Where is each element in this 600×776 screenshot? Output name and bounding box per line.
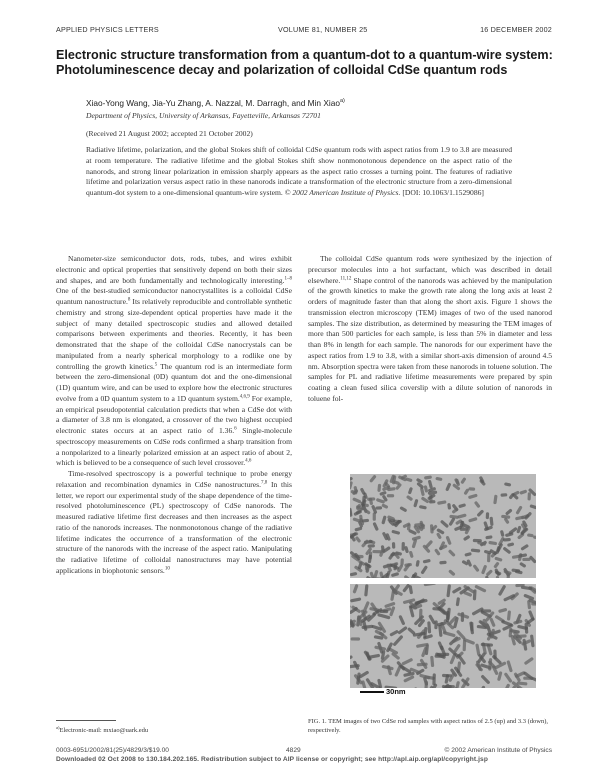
citation-marker: 4,6 xyxy=(245,458,252,464)
nanorod xyxy=(501,620,513,627)
nanorod xyxy=(350,597,361,602)
nanorod xyxy=(477,685,486,688)
footnote-divider xyxy=(56,720,116,721)
affiliation: Department of Physics, University of Arkansas, Fayetteville, Arkansas 72701 xyxy=(86,111,321,120)
nanorod xyxy=(398,615,405,626)
nanorod xyxy=(404,563,412,567)
nanorod xyxy=(472,564,479,572)
nanorod xyxy=(460,477,466,484)
nanorod xyxy=(399,506,407,512)
journal-name: APPLIED PHYSICS LETTERS xyxy=(56,25,159,34)
nanorod xyxy=(481,609,492,612)
nanorod xyxy=(354,527,362,532)
nanorod xyxy=(445,482,451,491)
nanorod xyxy=(377,484,381,492)
nanorod xyxy=(387,494,394,497)
nanorod xyxy=(375,506,382,510)
nanorod xyxy=(428,480,433,489)
nanorod xyxy=(498,585,507,597)
nanorod xyxy=(446,584,451,597)
nanorod xyxy=(409,551,414,559)
nanorod xyxy=(455,681,460,688)
nanorod xyxy=(502,546,511,554)
nanorod xyxy=(437,500,447,505)
nanorod xyxy=(361,680,367,688)
nanorod xyxy=(529,504,536,509)
nanorod xyxy=(471,548,481,552)
nanorod xyxy=(350,572,357,577)
nanorod xyxy=(364,584,368,596)
nanorod xyxy=(500,493,507,497)
nanorod xyxy=(468,493,478,499)
nanorod xyxy=(352,497,361,503)
tem-image-up xyxy=(350,474,536,578)
nanorod xyxy=(351,637,360,640)
nanorod xyxy=(400,558,404,565)
methods-paragraph-1: The colloidal CdSe quantum rods were synthesized by the injection of precursor molecules into a hot surfactant, which was described in detail elsewhere.$^{11,12}$ Shape control of the nanorods was achieved by the manipulation of the growth kinetics to make the growth rate along the long axis at least 2 orders of magnitude faster than that along the short axis. Figure 1 shows the transmission electron microscopy (TEM) images of two of the used nanorod samples. The size distribution, as determined by measuring the TEM images of more than 500 particles for each sample, is less than 5% in diameter and less than 8% in length for each sample. The nanorods for our experiment have the aspect ratios from 1.9 to 3.8, with a similar short-axis dimension of around 4.5 nm. Absorption spectra were taken from these nanorods in toluene solution. The samples for PL and radiative lifetime measurements were prepared by spin coating a clean fused silica coverslip with a dilute solution of nanorods in toluene fol- xyxy=(308,254,552,403)
footnote-marker: a) xyxy=(56,725,60,730)
nanorod xyxy=(522,558,530,561)
nanorod xyxy=(475,643,480,656)
nanorod xyxy=(493,561,500,568)
nanorod xyxy=(432,673,436,685)
nanorod xyxy=(507,610,511,620)
nanorod xyxy=(457,513,467,518)
author-footnote-marker: a) xyxy=(339,98,345,105)
nanorod xyxy=(520,544,529,551)
nanorod xyxy=(392,542,395,549)
nanorod xyxy=(463,535,471,541)
figure-caption: FIG. 1. TEM images of two CdSe rod samples with aspect ratios of 2.5 (up) and 3.3 (down), respectively. xyxy=(308,718,548,734)
nanorod xyxy=(397,626,408,635)
nanorod xyxy=(496,576,499,578)
nanorod xyxy=(503,683,510,688)
issue-date: 16 DECEMBER 2002 xyxy=(480,25,552,34)
figure-1 xyxy=(350,474,536,698)
footer-copyright: © 2002 American Institute of Physics xyxy=(444,747,552,754)
nanorod xyxy=(504,672,513,683)
scale-bar xyxy=(360,691,384,693)
footnote-text: Electronic-mail: mxiao@uark.edu xyxy=(59,727,149,735)
nanorod xyxy=(489,517,493,526)
nanorod xyxy=(485,535,492,539)
nanorod xyxy=(476,509,484,517)
nanorod xyxy=(392,635,403,647)
nanorod xyxy=(458,503,466,508)
nanorod xyxy=(427,685,434,688)
nanorod xyxy=(468,487,475,491)
issn-code: 0003-6951/2002/81(25)/4829/3/$19.00 xyxy=(56,747,169,754)
nanorod xyxy=(519,489,527,494)
nanorod xyxy=(439,561,447,565)
nanorod xyxy=(424,584,437,586)
nanorod xyxy=(531,602,536,606)
nanorod xyxy=(445,536,451,546)
nanorod xyxy=(415,560,419,567)
citation-marker: 4,6,9 xyxy=(239,394,250,400)
download-notice: Downloaded 02 Oct 2008 to 130.184.202.165. Redistribution subject to AIP license or copyright; see http://apl.aip.org/apl/copyright.jsp xyxy=(56,756,488,763)
nanorod xyxy=(464,552,472,557)
nanorod xyxy=(407,627,416,635)
article-title: Electronic structure transformation from a quantum-dot to a quantum-wire system: Photoluminescence decay and polarization of colloidal CdSe quantum rods xyxy=(56,48,553,77)
nanorod xyxy=(391,530,400,535)
right-column xyxy=(308,254,552,405)
left-column xyxy=(56,254,292,577)
nanorod xyxy=(381,515,386,524)
nanorod xyxy=(419,505,427,510)
nanorod xyxy=(448,549,456,557)
nanorod xyxy=(430,656,434,667)
nanorod xyxy=(404,546,409,554)
nanorod xyxy=(350,508,352,515)
citation-marker: 8 xyxy=(127,297,131,303)
nanorod xyxy=(381,503,388,509)
citation-marker: 6 xyxy=(234,426,237,432)
nanorod xyxy=(448,517,455,526)
nanorod xyxy=(486,512,490,519)
page-footer xyxy=(56,747,552,767)
nanorod xyxy=(435,477,442,481)
nanorod xyxy=(362,496,366,503)
citation-marker: 11,12 xyxy=(340,275,352,281)
author-list xyxy=(86,98,345,108)
citation-marker: 5 xyxy=(154,361,158,367)
nanorod xyxy=(527,533,534,537)
nanorod xyxy=(420,565,428,574)
nanorod xyxy=(379,491,387,496)
nanorod xyxy=(368,554,372,563)
nanorod xyxy=(504,482,511,486)
citation-marker: 1–8 xyxy=(284,275,292,281)
nanorod xyxy=(401,658,413,666)
nanorod xyxy=(360,487,366,495)
nanorod xyxy=(408,585,413,595)
nanorod xyxy=(515,505,522,514)
nanorod xyxy=(373,570,378,578)
nanorod xyxy=(527,492,531,500)
doi: [DOI: 10.1063/1.1529086] xyxy=(402,188,484,198)
citation-marker: 7,8 xyxy=(261,480,268,486)
nanorod xyxy=(505,508,513,515)
nanorod xyxy=(401,542,404,551)
nanorod xyxy=(379,610,388,613)
scale-bar-label: 30nm xyxy=(386,687,406,696)
nanorod xyxy=(352,584,358,594)
nanorod xyxy=(492,654,503,664)
nanorod xyxy=(511,568,520,572)
nanorod xyxy=(507,542,514,547)
nanorod xyxy=(427,621,431,633)
abstract xyxy=(86,145,512,199)
nanorod xyxy=(424,475,432,479)
abstract-text: Radiative lifetime, polarization, and the global Stokes shift of colloidal CdSe quantum rods with aspect ratios from 1.9 to 3.8 are measured at room temperature. The radiative lifetime and the global Stokes shift show nonmonotonous dependence on the aspect ratio of the nanorods, and strong linear polarization in emission sharply appears as the aspect ratio crosses a turning point. The features of radiative lifetime and polarization versus aspect ratio in these nanorods indicate a transformation of the electronic structure from a zero-dimensional quantum-dot system to a one-dimensional quantum-wire system. xyxy=(86,145,512,198)
volume-number: VOLUME 81, NUMBER 25 xyxy=(278,25,368,34)
nanorod xyxy=(488,658,492,671)
nanorod xyxy=(498,608,507,613)
abstract-copyright: © 2002 American Institute of Physics. xyxy=(284,188,401,198)
footnote xyxy=(56,725,148,734)
nanorod xyxy=(506,660,513,672)
nanorod xyxy=(453,644,461,654)
nanorod xyxy=(372,522,379,531)
nanorod xyxy=(519,562,526,568)
nanorod xyxy=(355,536,362,543)
nanorod xyxy=(369,474,377,482)
nanorod xyxy=(447,503,451,510)
nanorod xyxy=(389,630,399,637)
citation-marker: 10 xyxy=(164,566,170,572)
nanorod xyxy=(448,569,456,576)
nanorod xyxy=(486,569,494,576)
nanorod xyxy=(391,572,399,577)
nanorod xyxy=(414,687,421,688)
author-names: Xiao-Yong Wang, Jia-Yu Zhang, A. Nazzal, M. Darragh, and Min Xiao xyxy=(86,98,340,108)
nanorod xyxy=(489,617,496,627)
nanorod xyxy=(481,565,487,575)
nanorod xyxy=(503,538,511,542)
tem-image-down xyxy=(350,584,536,688)
nanorod xyxy=(488,541,497,545)
intro-paragraph-1: Nanometer-size semiconductor dots, rods, tubes, and wires exhibit electronic and optical properties that sensitively depend on both their sizes and shapes, and are both fundamentally and technologically interesting.$^{1-8}$ One of the best-studied semiconductor nanocrystallites is a colloidal CdSe quantum nanostructure.$^8$ Its relatively reproducible and controllable synthetic chemistry and strong size-dependent optical properties have made it the subject of many detailed spectroscopic studies and allowed detailed comparisons between experiments and theories. Recently, it has been demonstrated that the shape of the colloidal CdSe nanocrystals can be manipulated from a nearly spherical morphology to a rodlike one by controlling the growth kinetics.$^5$ The quantum rod is an intermediate form between the zero-dimensional (0D) quantum dot and the one-dimensional (1D) quantum wire, and can be used to explore how the electronic structures evolve from a 0D quantum system to a 1D quantum system.$^{4,6,9}$ For example, an empirical pseudopotential calculation predicts that when a CdSe dot with a diameter of 3.8 nm is elongated, a crossover of the two highest occupied electronic states occurs at an aspect ratio of 1.36.$^6$ Single-molecule spectroscopy measurements on CdSe rods confirmed a sharp transition from a nonpolarized to a linearly polarized emission at an aspect ratio of about 2, which is believed to be a consequence of such level crossover.$^{4,6}$ xyxy=(56,254,292,468)
nanorod xyxy=(350,655,353,662)
received-dates: (Received 21 August 2002; accepted 21 October 2002) xyxy=(86,129,253,138)
page-number: 4829 xyxy=(286,747,301,754)
running-header xyxy=(56,25,552,37)
nanorod xyxy=(456,597,461,606)
nanorod xyxy=(367,544,375,548)
nanorod xyxy=(474,501,481,509)
nanorod xyxy=(473,539,482,542)
nanorod xyxy=(461,677,471,688)
nanorod xyxy=(440,520,449,529)
nanorod xyxy=(480,674,490,684)
nanorod xyxy=(413,499,418,508)
nanorod xyxy=(423,559,431,564)
nanorod xyxy=(424,485,429,493)
nanorod xyxy=(494,556,502,561)
nanorod xyxy=(468,517,478,523)
nanorod xyxy=(377,613,391,620)
nanorod xyxy=(406,495,413,501)
nanorod xyxy=(419,609,423,622)
nanorod xyxy=(350,481,353,490)
nanorod xyxy=(403,575,412,578)
nanorod xyxy=(408,487,413,495)
intro-paragraph-2: Time-resolved spectroscopy is a powerful technique to probe energy relaxation and recombination dynamics in CdSe nanostructures.$^{7,8}$ In this letter, we report our experimental study of the shape dependence of the time-resolved photoluminescence (PL) spectroscopy of CdSe nanorods. The measured radiative lifetime first decreases and then increases as the aspect ratio of the nanorods increases. The nonmonotonous change of the radiative lifetime indicates the occurrence of a transformation of the electronic structure of the nanorods with the increase of the aspect ratio. Manipulating the radiative lifetime of colloidal nanostructures may have potential applications in biophotonic sensors.$^{10}$ xyxy=(56,469,292,575)
nanorod xyxy=(524,657,534,666)
nanorod xyxy=(403,598,416,604)
nanorod xyxy=(500,530,505,537)
nanorod xyxy=(493,495,497,505)
nanorod xyxy=(432,607,441,611)
nanorod xyxy=(372,550,382,554)
